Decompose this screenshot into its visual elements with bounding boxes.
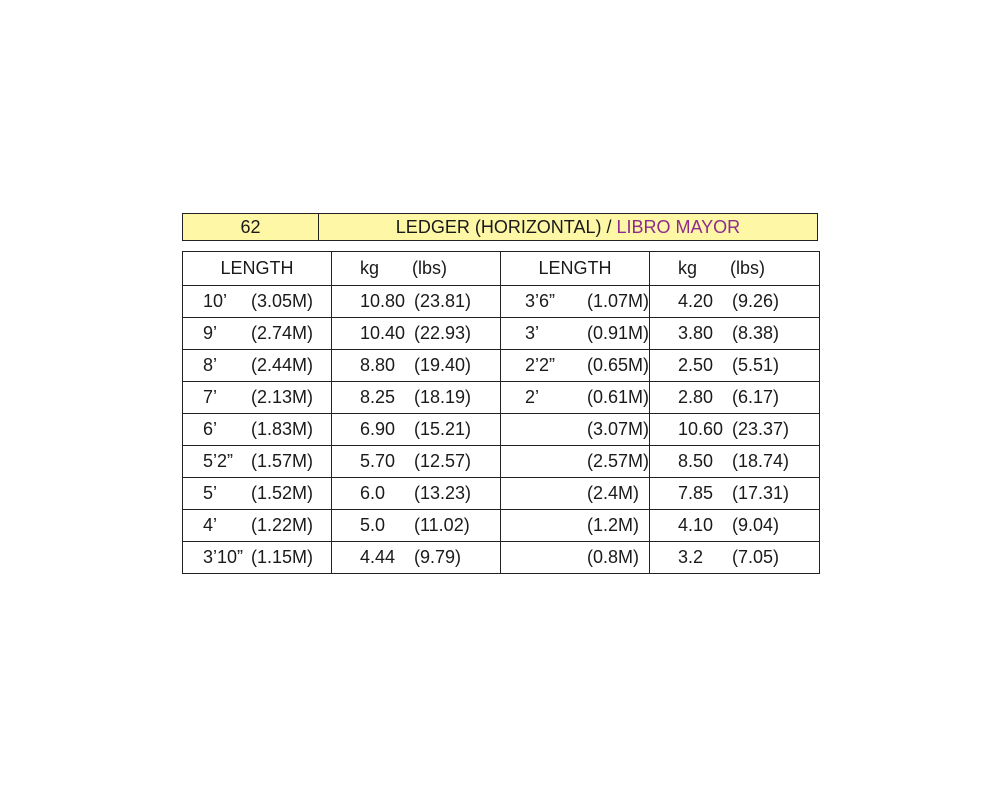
table-row: [183, 414, 820, 446]
length-meters: (2.44M): [251, 355, 314, 375]
length-meters: (2.4M): [587, 483, 640, 503]
weight-lbs: (23.37): [732, 419, 790, 439]
length-left-cell: [183, 350, 332, 382]
weight-lbs: (12.57): [414, 451, 472, 471]
length-feet: 5’: [203, 483, 218, 503]
title-english: LEDGER (HORIZONTAL) /: [395, 216, 612, 237]
length-feet: 9’: [203, 323, 218, 343]
header-bar: [182, 213, 818, 241]
table-row: [183, 286, 820, 318]
weight-left-cell: [332, 382, 501, 414]
weight-lbs: (5.51): [732, 355, 780, 375]
length-meters: (1.83M): [251, 419, 314, 439]
length-right-cell: [501, 542, 650, 574]
table-row: [183, 318, 820, 350]
weight-kg: 7.85: [678, 483, 714, 503]
length-right-cell: [501, 510, 650, 542]
length-feet: 10’: [203, 291, 228, 311]
length-right-cell: [501, 478, 650, 510]
weight-kg: 8.80: [360, 355, 396, 375]
header-weight-right: [650, 252, 820, 286]
length-left-cell: [183, 510, 332, 542]
header-title: [319, 214, 817, 240]
weight-kg: 8.25: [360, 387, 396, 407]
length-feet: 8’: [203, 355, 218, 375]
length-meters: (1.22M): [251, 515, 314, 535]
weight-kg: 6.0: [360, 483, 386, 503]
weight-kg: 6.90: [360, 419, 396, 439]
weight-left-cell: [332, 446, 501, 478]
length-left-cell: [183, 446, 332, 478]
weight-lbs: (18.74): [732, 451, 790, 471]
length-meters: (1.07M): [586, 291, 649, 311]
weight-right-cell: [650, 318, 820, 350]
length-meters: (3.07M): [586, 419, 649, 439]
weight-kg: 4.20: [678, 291, 714, 311]
length-feet: 6’: [203, 419, 218, 439]
length-left-cell: [183, 318, 332, 350]
table-row: [183, 478, 820, 510]
header-kg-label: kg: [360, 258, 380, 278]
length-meters: (2.74M): [251, 323, 314, 343]
header-weight-left: [332, 252, 501, 286]
length-meters: (2.57M): [586, 451, 649, 471]
weight-right-cell: [650, 350, 820, 382]
weight-lbs: (9.79): [414, 547, 462, 567]
length-right-cell: [501, 350, 650, 382]
length-meters: (0.61M): [586, 387, 649, 407]
length-left-cell: [183, 286, 332, 318]
length-feet: 3’10”: [203, 547, 244, 567]
weight-lbs: (11.02): [414, 515, 470, 535]
weight-lbs: (6.17): [732, 387, 780, 407]
length-feet: 3’6”: [525, 291, 556, 311]
table-row: [183, 382, 820, 414]
table-row: [183, 510, 820, 542]
weight-kg: 2.50: [678, 355, 714, 375]
header-lbs-label: (lbs): [730, 258, 765, 278]
weight-right-cell: [650, 446, 820, 478]
table-header-row: [183, 252, 820, 286]
header-length-right: [501, 252, 650, 286]
length-meters: (1.2M): [587, 515, 640, 535]
length-meters: (1.52M): [251, 483, 314, 503]
item-number: 62: [183, 214, 319, 240]
length-feet: 2’: [525, 387, 540, 407]
length-meters: (2.13M): [251, 387, 314, 407]
weight-kg: 10.80: [360, 291, 406, 311]
weight-lbs: (17.31): [732, 483, 790, 503]
weight-lbs: (8.38): [732, 323, 780, 343]
length-meters: (0.91M): [586, 323, 649, 343]
weight-right-cell: [650, 510, 820, 542]
length-left-cell: [183, 414, 332, 446]
length-right-cell: [501, 446, 650, 478]
weight-left-cell: [332, 510, 501, 542]
weight-left-cell: [332, 478, 501, 510]
weight-kg: 3.80: [678, 323, 714, 343]
weight-kg: 2.80: [678, 387, 714, 407]
weight-lbs: (23.81): [414, 291, 472, 311]
length-feet: 4’: [203, 515, 218, 535]
table-row: [183, 350, 820, 382]
header-length-label: LENGTH: [220, 258, 294, 278]
weight-lbs: (9.04): [732, 515, 780, 535]
length-right-cell: [501, 414, 650, 446]
weight-lbs: (9.26): [732, 291, 780, 311]
weight-lbs: (19.40): [414, 355, 472, 375]
weight-kg: 10.60: [678, 419, 724, 439]
length-right-cell: [501, 286, 650, 318]
weight-kg: 5.70: [360, 451, 396, 471]
weight-left-cell: [332, 542, 501, 574]
weight-right-cell: [650, 382, 820, 414]
weight-lbs: (7.05): [732, 547, 780, 567]
table-row: [183, 542, 820, 574]
weight-kg: 4.44: [360, 547, 396, 567]
length-meters: (0.65M): [586, 355, 649, 375]
weight-left-cell: [332, 414, 501, 446]
length-meters: (1.57M): [251, 451, 314, 471]
header-kg-label: kg: [678, 258, 698, 278]
length-left-cell: [183, 542, 332, 574]
weight-lbs: (18.19): [414, 387, 472, 407]
weight-right-cell: [650, 414, 820, 446]
weight-lbs: (13.23): [414, 483, 472, 503]
header-length-left: [183, 252, 332, 286]
header-length-label: LENGTH: [538, 258, 612, 278]
spec-table: [182, 251, 820, 574]
weight-kg: 3.2: [678, 547, 704, 567]
length-meters: (1.15M): [251, 547, 314, 567]
length-right-cell: [501, 318, 650, 350]
header-lbs-label: (lbs): [412, 258, 447, 278]
weight-right-cell: [650, 542, 820, 574]
length-feet: 5’2”: [203, 451, 234, 471]
length-feet: 2’2”: [525, 355, 556, 375]
length-left-cell: [183, 478, 332, 510]
length-feet: 7’: [203, 387, 218, 407]
length-meters: (0.8M): [587, 547, 640, 567]
weight-left-cell: [332, 318, 501, 350]
weight-kg: 4.10: [678, 515, 714, 535]
weight-kg: 8.50: [678, 451, 714, 471]
title-spanish: LIBRO MAYOR: [616, 216, 741, 237]
weight-lbs: (22.93): [414, 323, 472, 343]
weight-kg: 5.0: [360, 515, 386, 535]
table-row: [183, 446, 820, 478]
length-feet: 3’: [525, 323, 540, 343]
weight-left-cell: [332, 350, 501, 382]
weight-right-cell: [650, 478, 820, 510]
weight-kg: 10.40: [360, 323, 406, 343]
length-meters: (3.05M): [251, 291, 314, 311]
length-right-cell: [501, 382, 650, 414]
length-left-cell: [183, 382, 332, 414]
weight-lbs: (15.21): [414, 419, 472, 439]
weight-right-cell: [650, 286, 820, 318]
weight-left-cell: [332, 286, 501, 318]
